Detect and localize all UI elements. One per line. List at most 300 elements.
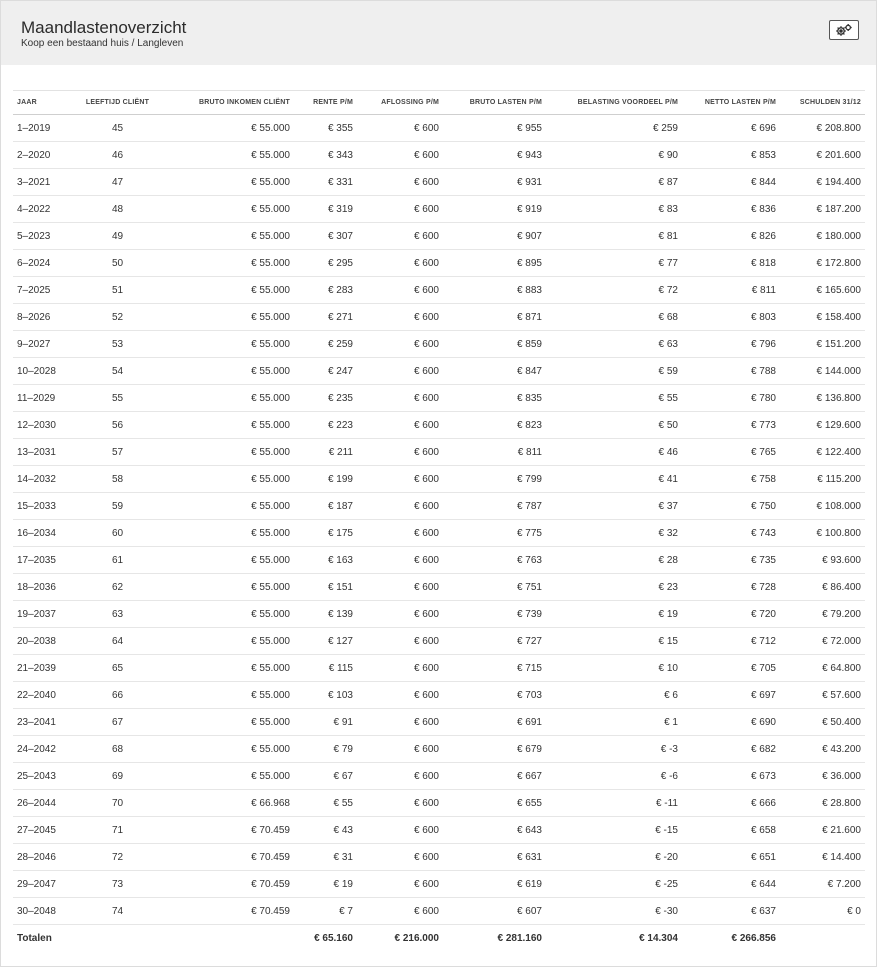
table-row [13, 817, 865, 844]
column-header-jaar: JAAR [13, 91, 75, 115]
cell-bruto-lasten: € 883 [443, 277, 546, 304]
cell-bruto-lasten: € 619 [443, 871, 546, 898]
table-row [13, 628, 865, 655]
cell-netto-lasten: € 666 [682, 790, 780, 817]
cell-rente: € 331 [294, 169, 357, 196]
cell-rente: € 127 [294, 628, 357, 655]
cell-schulden: € 122.400 [780, 439, 865, 466]
cell-belasting-voordeel: € 37 [546, 493, 682, 520]
cell-belasting-voordeel: € 23 [546, 574, 682, 601]
table-row [13, 358, 865, 385]
cell-netto-lasten: € 690 [682, 709, 780, 736]
cell-schulden: € 165.600 [780, 277, 865, 304]
cell-bruto-inkomen: € 55.000 [160, 277, 294, 304]
cell-schulden: € 144.000 [780, 358, 865, 385]
table-row [13, 196, 865, 223]
cell-jaar: 16–2034 [13, 520, 75, 547]
cell-schulden: € 72.000 [780, 628, 865, 655]
cell-belasting-voordeel: € 19 [546, 601, 682, 628]
cell-jaar: 25–2043 [13, 763, 75, 790]
cell-netto-lasten: € 696 [682, 115, 780, 142]
column-header-rente: RENTE P/M [294, 91, 357, 115]
cell-belasting-voordeel: € -15 [546, 817, 682, 844]
cell-rente: € 43 [294, 817, 357, 844]
cell-belasting-voordeel: € 68 [546, 304, 682, 331]
table-row [13, 520, 865, 547]
cell-belasting-voordeel: € -3 [546, 736, 682, 763]
cell-netto-lasten: € 682 [682, 736, 780, 763]
cell-rente: € 343 [294, 142, 357, 169]
cell-belasting-voordeel: € 46 [546, 439, 682, 466]
column-header-leeftijd: LEEFTIJD CLIËNT [75, 91, 160, 115]
cell-jaar: 21–2039 [13, 655, 75, 682]
table-row [13, 304, 865, 331]
cell-schulden: € 36.000 [780, 763, 865, 790]
cell-aflossing: € 600 [357, 142, 443, 169]
cell-rente: € 19 [294, 871, 357, 898]
cell-jaar: 1–2019 [13, 115, 75, 142]
cell-bruto-lasten: € 823 [443, 412, 546, 439]
cell-schulden: € 136.800 [780, 385, 865, 412]
cell-aflossing: € 600 [357, 385, 443, 412]
cell-aflossing: € 600 [357, 250, 443, 277]
table-row [13, 250, 865, 277]
cell-belasting-voordeel: € 83 [546, 196, 682, 223]
cell-jaar: 15–2033 [13, 493, 75, 520]
cell-belasting-voordeel: € 28 [546, 547, 682, 574]
cell-aflossing: € 600 [357, 790, 443, 817]
cell-bruto-inkomen: € 55.000 [160, 115, 294, 142]
table-row [13, 331, 865, 358]
cell-aflossing: € 600 [357, 682, 443, 709]
cell-jaar: 6–2024 [13, 250, 75, 277]
cell-aflossing: € 600 [357, 844, 443, 871]
cell-bruto-inkomen: € 55.000 [160, 655, 294, 682]
cell-netto-lasten: € 844 [682, 169, 780, 196]
cell-bruto-inkomen: € 70.459 [160, 871, 294, 898]
cell-bruto-lasten: € 727 [443, 628, 546, 655]
cell-schulden: € 129.600 [780, 412, 865, 439]
cell-schulden: € 86.400 [780, 574, 865, 601]
cell-rente: € 259 [294, 331, 357, 358]
cell-schulden: € 100.800 [780, 520, 865, 547]
cell-bruto-inkomen: € 55.000 [160, 142, 294, 169]
cell-bruto-inkomen: € 55.000 [160, 493, 294, 520]
column-header-aflossing: AFLOSSING P/M [357, 91, 443, 115]
table-row [13, 736, 865, 763]
cell-bruto-inkomen: € 55.000 [160, 304, 294, 331]
cell-jaar: 26–2044 [13, 790, 75, 817]
maandlasten-table [13, 90, 865, 951]
cell-netto-lasten: € 826 [682, 223, 780, 250]
cell-schulden: € 21.600 [780, 817, 865, 844]
table-row [13, 385, 865, 412]
cell-leeftijd: 71 [75, 817, 160, 844]
table-row [13, 763, 865, 790]
totals-row [13, 925, 865, 952]
cell-jaar: 10–2028 [13, 358, 75, 385]
column-header-bruto-inkomen: BRUTO INKOMEN CLIËNT [160, 91, 294, 115]
cell-aflossing: € 600 [357, 169, 443, 196]
cell-schulden: € 158.400 [780, 304, 865, 331]
cell-leeftijd: 58 [75, 466, 160, 493]
cell-rente: € 223 [294, 412, 357, 439]
cell-bruto-lasten: € 811 [443, 439, 546, 466]
cell-leeftijd: 48 [75, 196, 160, 223]
cell-bruto-inkomen: € 55.000 [160, 709, 294, 736]
cell-jaar: 11–2029 [13, 385, 75, 412]
cell-leeftijd: 46 [75, 142, 160, 169]
cell-aflossing: € 600 [357, 223, 443, 250]
cell-netto-lasten: € 651 [682, 844, 780, 871]
cell-netto-lasten: € 705 [682, 655, 780, 682]
column-header-schulden: SCHULDEN 31/12 [780, 91, 865, 115]
cell-bruto-lasten: € 955 [443, 115, 546, 142]
cell-schulden: € 64.800 [780, 655, 865, 682]
cell-jaar: 22–2040 [13, 682, 75, 709]
cell-bruto-inkomen: € 70.459 [160, 898, 294, 925]
cell-rente: € 235 [294, 385, 357, 412]
cell-rente: € 247 [294, 358, 357, 385]
cell-netto-lasten: € 796 [682, 331, 780, 358]
cell-leeftijd: 52 [75, 304, 160, 331]
gears-icon [835, 23, 853, 37]
cell-jaar: 9–2027 [13, 331, 75, 358]
cell-bruto-lasten: € 607 [443, 898, 546, 925]
cell-aflossing: € 600 [357, 466, 443, 493]
cell-bruto-lasten: € 835 [443, 385, 546, 412]
cell-schulden: € 180.000 [780, 223, 865, 250]
totals-aflossing: € 216.000 [394, 932, 439, 944]
cell-rente: € 295 [294, 250, 357, 277]
cell-jaar: 30–2048 [13, 898, 75, 925]
cell-aflossing: € 600 [357, 358, 443, 385]
cell-jaar: 12–2030 [13, 412, 75, 439]
cell-rente: € 283 [294, 277, 357, 304]
table-row [13, 655, 865, 682]
cell-schulden: € 93.600 [780, 547, 865, 574]
cell-rente: € 103 [294, 682, 357, 709]
cell-belasting-voordeel: € 55 [546, 385, 682, 412]
cell-rente: € 187 [294, 493, 357, 520]
cell-belasting-voordeel: € 1 [546, 709, 682, 736]
totals-cell [75, 925, 160, 952]
cell-jaar: 17–2035 [13, 547, 75, 574]
table-row [13, 223, 865, 250]
cell-bruto-lasten: € 715 [443, 655, 546, 682]
cell-schulden: € 187.200 [780, 196, 865, 223]
cell-aflossing: € 600 [357, 817, 443, 844]
cell-bruto-lasten: € 931 [443, 169, 546, 196]
cell-jaar: 29–2047 [13, 871, 75, 898]
cell-bruto-lasten: € 895 [443, 250, 546, 277]
cell-aflossing: € 600 [357, 655, 443, 682]
cell-leeftijd: 67 [75, 709, 160, 736]
table-row [13, 277, 865, 304]
cell-belasting-voordeel: € 32 [546, 520, 682, 547]
cell-leeftijd: 54 [75, 358, 160, 385]
cell-bruto-lasten: € 775 [443, 520, 546, 547]
cell-leeftijd: 64 [75, 628, 160, 655]
cell-schulden: € 194.400 [780, 169, 865, 196]
cell-aflossing: € 600 [357, 871, 443, 898]
cell-belasting-voordeel: € -25 [546, 871, 682, 898]
cell-aflossing: € 600 [357, 412, 443, 439]
cell-bruto-inkomen: € 55.000 [160, 358, 294, 385]
cell-netto-lasten: € 803 [682, 304, 780, 331]
table-row [13, 898, 865, 925]
cell-rente: € 307 [294, 223, 357, 250]
cell-aflossing: € 600 [357, 331, 443, 358]
cell-belasting-voordeel: € 59 [546, 358, 682, 385]
cell-schulden: € 14.400 [780, 844, 865, 871]
cell-schulden: € 57.600 [780, 682, 865, 709]
cell-netto-lasten: € 720 [682, 601, 780, 628]
cell-aflossing: € 600 [357, 439, 443, 466]
totals-cell [160, 925, 294, 952]
cell-schulden: € 0 [780, 898, 865, 925]
cell-belasting-voordeel: € 41 [546, 466, 682, 493]
cell-jaar: 13–2031 [13, 439, 75, 466]
table-row [13, 493, 865, 520]
cell-rente: € 271 [294, 304, 357, 331]
cell-netto-lasten: € 765 [682, 439, 780, 466]
cell-schulden: € 115.200 [780, 466, 865, 493]
cell-rente: € 79 [294, 736, 357, 763]
cell-leeftijd: 63 [75, 601, 160, 628]
page-title: Maandlastenoverzicht [21, 18, 187, 37]
cell-bruto-inkomen: € 55.000 [160, 385, 294, 412]
cell-rente: € 31 [294, 844, 357, 871]
table-row [13, 142, 865, 169]
cell-belasting-voordeel: € 90 [546, 142, 682, 169]
table-row [13, 412, 865, 439]
totals-cell [780, 925, 865, 952]
cell-leeftijd: 59 [75, 493, 160, 520]
cell-netto-lasten: € 818 [682, 250, 780, 277]
cell-jaar: 20–2038 [13, 628, 75, 655]
cell-bruto-inkomen: € 55.000 [160, 547, 294, 574]
cell-bruto-inkomen: € 66.968 [160, 790, 294, 817]
cell-bruto-inkomen: € 55.000 [160, 412, 294, 439]
column-header-netto-lasten: NETTO LASTEN P/M [682, 91, 780, 115]
cell-jaar: 8–2026 [13, 304, 75, 331]
cell-belasting-voordeel: € 259 [546, 115, 682, 142]
cell-leeftijd: 65 [75, 655, 160, 682]
cell-bruto-lasten: € 643 [443, 817, 546, 844]
cell-schulden: € 43.200 [780, 736, 865, 763]
cell-jaar: 18–2036 [13, 574, 75, 601]
column-header-bruto-lasten: BRUTO LASTEN P/M [443, 91, 546, 115]
cell-netto-lasten: € 853 [682, 142, 780, 169]
cell-belasting-voordeel: € -11 [546, 790, 682, 817]
cell-bruto-inkomen: € 55.000 [160, 736, 294, 763]
cell-leeftijd: 74 [75, 898, 160, 925]
table-row [13, 169, 865, 196]
cell-netto-lasten: € 758 [682, 466, 780, 493]
cell-jaar: 3–2021 [13, 169, 75, 196]
cell-rente: € 115 [294, 655, 357, 682]
cell-leeftijd: 53 [75, 331, 160, 358]
settings-button[interactable] [829, 20, 859, 40]
cell-netto-lasten: € 743 [682, 520, 780, 547]
cell-netto-lasten: € 811 [682, 277, 780, 304]
cell-bruto-lasten: € 799 [443, 466, 546, 493]
cell-jaar: 5–2023 [13, 223, 75, 250]
cell-bruto-lasten: € 703 [443, 682, 546, 709]
cell-bruto-lasten: € 859 [443, 331, 546, 358]
table-row [13, 439, 865, 466]
cell-bruto-inkomen: € 55.000 [160, 169, 294, 196]
page-subtitle: Koop een bestaand huis / Langleven [21, 38, 184, 49]
cell-jaar: 7–2025 [13, 277, 75, 304]
cell-schulden: € 108.000 [780, 493, 865, 520]
cell-aflossing: € 600 [357, 709, 443, 736]
cell-belasting-voordeel: € 15 [546, 628, 682, 655]
cell-belasting-voordeel: € 50 [546, 412, 682, 439]
cell-jaar: 19–2037 [13, 601, 75, 628]
cell-rente: € 163 [294, 547, 357, 574]
cell-rente: € 91 [294, 709, 357, 736]
cell-netto-lasten: € 773 [682, 412, 780, 439]
cell-belasting-voordeel: € 63 [546, 331, 682, 358]
cell-netto-lasten: € 735 [682, 547, 780, 574]
cell-belasting-voordeel: € 72 [546, 277, 682, 304]
cell-bruto-inkomen: € 55.000 [160, 574, 294, 601]
table-row [13, 574, 865, 601]
cell-bruto-inkomen: € 55.000 [160, 196, 294, 223]
cell-leeftijd: 73 [75, 871, 160, 898]
cell-bruto-inkomen: € 55.000 [160, 331, 294, 358]
cell-bruto-lasten: € 847 [443, 358, 546, 385]
cell-netto-lasten: € 836 [682, 196, 780, 223]
cell-leeftijd: 60 [75, 520, 160, 547]
cell-belasting-voordeel: € -6 [546, 763, 682, 790]
cell-belasting-voordeel: € 6 [546, 682, 682, 709]
cell-rente: € 7 [294, 898, 357, 925]
cell-bruto-inkomen: € 70.459 [160, 844, 294, 871]
cell-schulden: € 172.800 [780, 250, 865, 277]
cell-leeftijd: 50 [75, 250, 160, 277]
cell-bruto-inkomen: € 55.000 [160, 250, 294, 277]
cell-belasting-voordeel: € -30 [546, 898, 682, 925]
cell-schulden: € 28.800 [780, 790, 865, 817]
cell-rente: € 175 [294, 520, 357, 547]
cell-bruto-lasten: € 751 [443, 574, 546, 601]
cell-leeftijd: 45 [75, 115, 160, 142]
cell-netto-lasten: € 658 [682, 817, 780, 844]
cell-jaar: 28–2046 [13, 844, 75, 871]
cell-bruto-inkomen: € 55.000 [160, 682, 294, 709]
table-row [13, 682, 865, 709]
cell-bruto-lasten: € 943 [443, 142, 546, 169]
cell-aflossing: € 600 [357, 520, 443, 547]
cell-rente: € 355 [294, 115, 357, 142]
cell-leeftijd: 62 [75, 574, 160, 601]
cell-netto-lasten: € 644 [682, 871, 780, 898]
cell-bruto-lasten: € 739 [443, 601, 546, 628]
cell-jaar: 27–2045 [13, 817, 75, 844]
cell-belasting-voordeel: € 81 [546, 223, 682, 250]
cell-bruto-inkomen: € 55.000 [160, 466, 294, 493]
cell-bruto-lasten: € 919 [443, 196, 546, 223]
cell-leeftijd: 68 [75, 736, 160, 763]
cell-belasting-voordeel: € 77 [546, 250, 682, 277]
table-header-row [13, 91, 865, 115]
table-row [13, 790, 865, 817]
totals-bruto-lasten: € 281.160 [497, 932, 542, 944]
cell-netto-lasten: € 673 [682, 763, 780, 790]
cell-bruto-inkomen: € 55.000 [160, 601, 294, 628]
cell-bruto-lasten: € 655 [443, 790, 546, 817]
cell-jaar: 2–2020 [13, 142, 75, 169]
cell-netto-lasten: € 712 [682, 628, 780, 655]
cell-rente: € 67 [294, 763, 357, 790]
cell-leeftijd: 61 [75, 547, 160, 574]
cell-rente: € 319 [294, 196, 357, 223]
cell-aflossing: € 600 [357, 115, 443, 142]
cell-netto-lasten: € 750 [682, 493, 780, 520]
cell-aflossing: € 600 [357, 628, 443, 655]
cell-jaar: 23–2041 [13, 709, 75, 736]
cell-leeftijd: 49 [75, 223, 160, 250]
cell-leeftijd: 72 [75, 844, 160, 871]
cell-schulden: € 50.400 [780, 709, 865, 736]
cell-rente: € 199 [294, 466, 357, 493]
table-row [13, 871, 865, 898]
cell-leeftijd: 55 [75, 385, 160, 412]
cell-leeftijd: 57 [75, 439, 160, 466]
cell-netto-lasten: € 728 [682, 574, 780, 601]
cell-rente: € 139 [294, 601, 357, 628]
cell-aflossing: € 600 [357, 304, 443, 331]
cell-bruto-lasten: € 667 [443, 763, 546, 790]
cell-aflossing: € 600 [357, 574, 443, 601]
cell-jaar: 24–2042 [13, 736, 75, 763]
cell-belasting-voordeel: € 87 [546, 169, 682, 196]
totals-rente: € 65.160 [314, 932, 353, 944]
table-row [13, 547, 865, 574]
cell-bruto-lasten: € 787 [443, 493, 546, 520]
cell-leeftijd: 56 [75, 412, 160, 439]
cell-bruto-inkomen: € 55.000 [160, 439, 294, 466]
column-header-belasting-voordeel: BELASTING VOORDEEL P/M [546, 91, 682, 115]
cell-netto-lasten: € 780 [682, 385, 780, 412]
totals-netto-lasten: € 266.856 [731, 932, 776, 944]
cell-schulden: € 151.200 [780, 331, 865, 358]
table-row [13, 709, 865, 736]
cell-schulden: € 7.200 [780, 871, 865, 898]
cell-netto-lasten: € 788 [682, 358, 780, 385]
cell-leeftijd: 47 [75, 169, 160, 196]
cell-bruto-lasten: € 871 [443, 304, 546, 331]
cell-bruto-lasten: € 631 [443, 844, 546, 871]
cell-netto-lasten: € 697 [682, 682, 780, 709]
cell-leeftijd: 69 [75, 763, 160, 790]
cell-bruto-inkomen: € 55.000 [160, 520, 294, 547]
cell-schulden: € 79.200 [780, 601, 865, 628]
cell-bruto-lasten: € 679 [443, 736, 546, 763]
cell-jaar: 4–2022 [13, 196, 75, 223]
table-row [13, 466, 865, 493]
table-row [13, 601, 865, 628]
cell-belasting-voordeel: € -20 [546, 844, 682, 871]
totals-label: Totalen [17, 932, 52, 944]
cell-aflossing: € 600 [357, 601, 443, 628]
cell-rente: € 151 [294, 574, 357, 601]
cell-bruto-inkomen: € 55.000 [160, 628, 294, 655]
cell-aflossing: € 600 [357, 898, 443, 925]
